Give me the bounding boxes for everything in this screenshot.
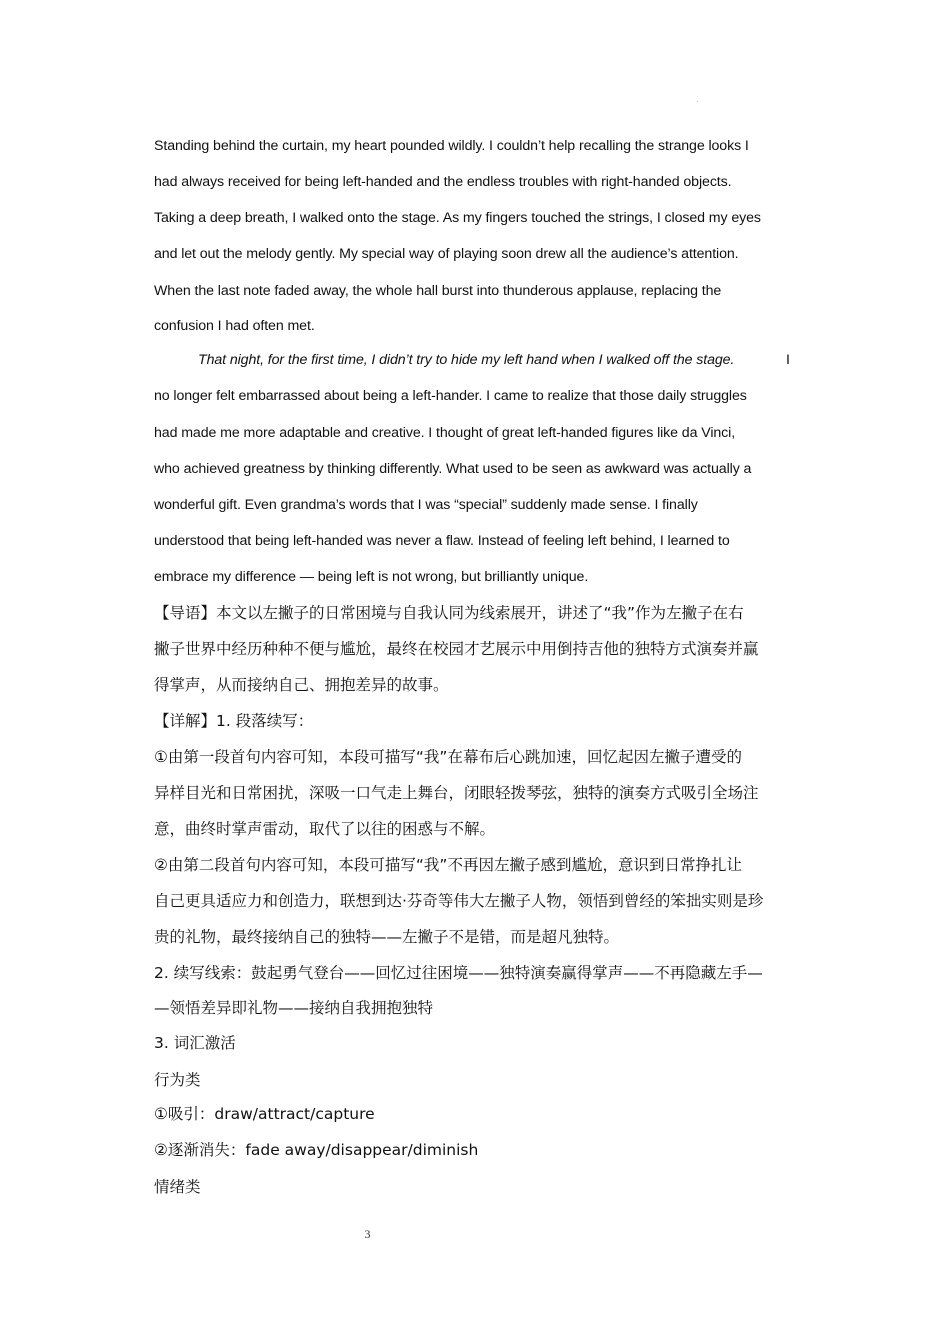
story-line: embrace my difference — being left is not wrong, but brilliantly unique. <box>154 569 589 585</box>
analysis-line: 2. 续写线索：鼓起勇气登台——回忆过往困境——独特演奏赢得掌声——不再隐藏左手— <box>154 964 763 982</box>
analysis-line: 自己更具适应力和创造力，联想到达·芬奇等伟大左撇子人物，领悟到曾经的笨拙实则是珍 <box>154 892 764 910</box>
analysis-heading: 3. 词汇激活 <box>154 1034 236 1052</box>
analysis-heading: 【详解】1. 段落续写： <box>154 712 314 730</box>
page-number: 3 <box>364 1227 371 1241</box>
analysis-line: 得掌声，从而接纳自己、拥抱差异的故事。 <box>154 676 449 694</box>
analysis-line: 意，曲终时掌声雷动，取代了以往的困惑与不解。 <box>154 820 496 838</box>
vocab-item: ②逐渐消失：fade away/disappear/diminish <box>154 1141 479 1159</box>
analysis-line: 【导语】本文以左撇子的日常困境与自我认同为线索展开，讲述了“我”作为左撇子在右 <box>154 604 744 622</box>
analysis-line: 撇子世界中经历种种不便与尴尬，最终在校园才艺展示中用倒持吉他的独特方式演奏并赢 <box>154 640 759 658</box>
vocab-item: ①吸引：draw/attract/capture <box>154 1105 375 1123</box>
analysis-line: 贵的礼物，最终接纳自己的独特——左撇子不是错，而是超凡独特。 <box>154 928 620 946</box>
vocab-category: 情绪类 <box>154 1178 201 1196</box>
story-line: wonderful gift. Even grandma’s words that I was “special” suddenly made sense. I finally <box>154 497 698 513</box>
story-line: Standing behind the curtain, my heart pounded wildly. I couldn’t help recalling the strange looks I <box>154 138 749 154</box>
story-line: and let out the melody gently. My special way of playing soon drew all the audience’s attention. <box>154 246 739 262</box>
analysis-line: ①由第一段首句内容可知，本段可描写“我”在幕布后心跳加速，回忆起因左撇子遭受的 <box>154 748 742 766</box>
analysis-line: 异样目光和日常困扰，深吸一口气走上舞台，闭眼轻拨琴弦，独特的演奏方式吸引全场注 <box>154 784 759 802</box>
story-line: When the last note faded away, the whole hall burst into thunderous applause, replacing the <box>154 283 722 299</box>
story-line: confusion I had often met. <box>154 318 315 334</box>
story-line: no longer felt embarrassed about being a left-hander. I came to realize that those daily struggles <box>154 388 747 404</box>
analysis-line: —领悟差异即礼物——接纳自我拥抱独特 <box>154 999 434 1017</box>
vocab-category: 行为类 <box>154 1071 201 1089</box>
story-line: Taking a deep breath, I walked onto the stage. As my fingers touched the strings, I closed my eyes <box>154 210 761 226</box>
story-line: understood that being left-handed was never a flaw. Instead of feeling left behind, I learned to <box>154 533 730 549</box>
paragraph-opening-sentence: That night, for the first time, I didn’t try to hide my left hand when I walked off the stage. <box>198 352 735 368</box>
analysis-line: ②由第二段首句内容可知，本段可描写“我”不再因左撇子感到尴尬，意识到日常挣扎让 <box>154 856 742 874</box>
story-line: had made me more adaptable and creative. I thought of great left-handed figures like da Vinci, <box>154 425 736 441</box>
scan-speck <box>697 101 698 102</box>
story-line: who achieved greatness by thinking differently. What used to be seen as awkward was actually a <box>154 461 752 477</box>
story-line: I <box>786 352 790 368</box>
story-line: had always received for being left-handed and the endless troubles with right-handed objects. <box>154 174 732 190</box>
